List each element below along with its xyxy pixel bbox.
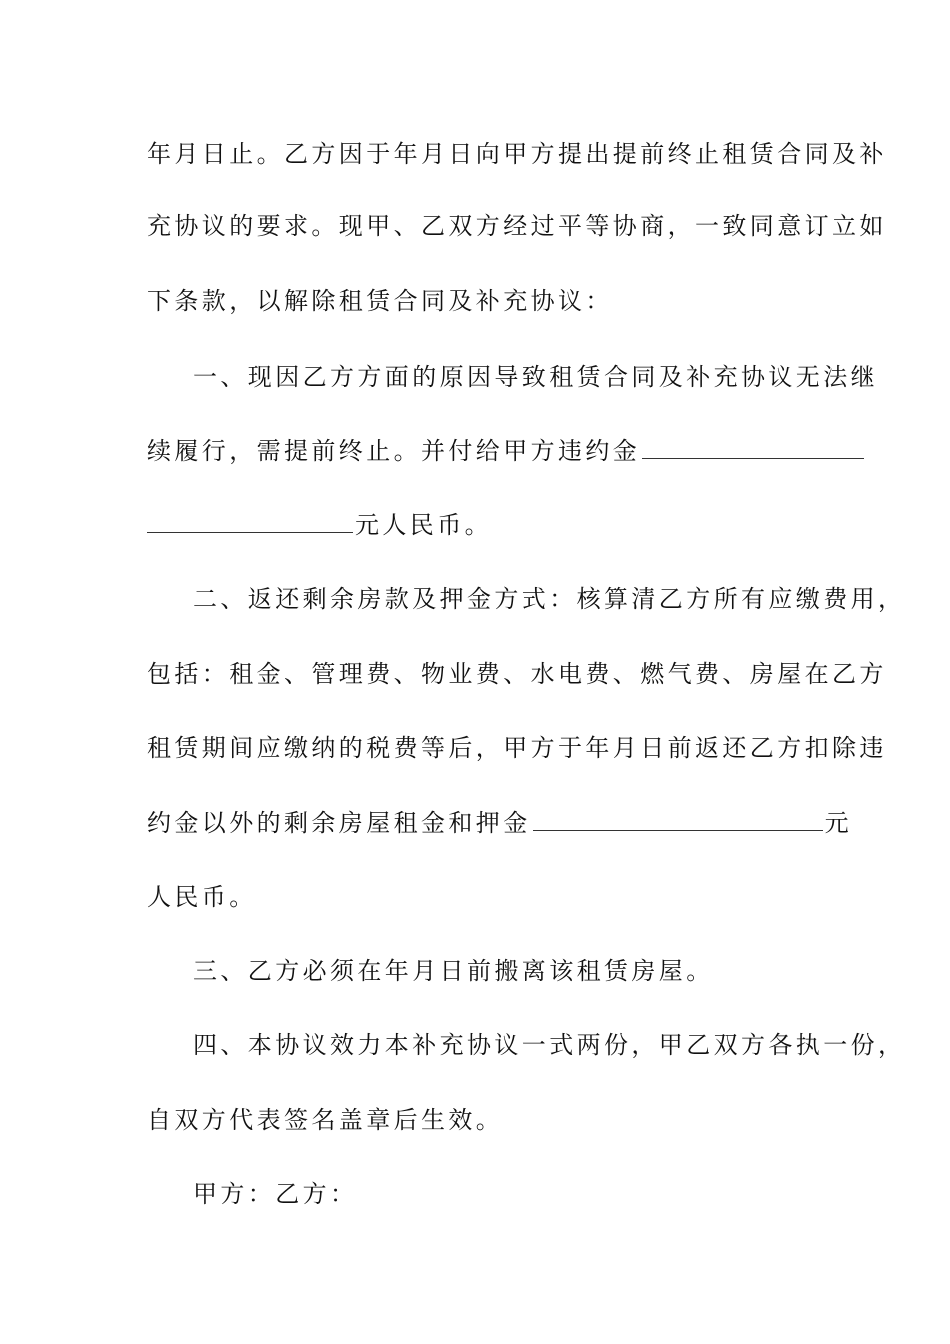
text-line — [147, 505, 827, 545]
text-line — [147, 803, 853, 843]
line-text: 包括：租金、管理费、物业费、水电费、燃气费、房屋在乙方 — [147, 660, 887, 688]
penalty-amount-blank-continued[interactable] — [147, 506, 353, 533]
line-text: 自双方代表签名盖章后生效。 — [147, 1106, 504, 1134]
text-line — [147, 431, 827, 471]
line-text: 元 — [824, 809, 853, 837]
clause-2-line — [193, 579, 906, 619]
text-line — [147, 728, 887, 768]
clause-3-line — [193, 951, 873, 991]
line-text: 二、返还剩余房款及押金方式：核算清乙方所有应缴费用， — [193, 585, 906, 613]
line-text: 元人民币。 — [355, 511, 492, 539]
refund-amount-blank[interactable] — [533, 804, 823, 831]
text-line — [147, 134, 887, 174]
clause-4-line — [193, 1025, 906, 1065]
text-line — [147, 206, 887, 246]
line-text: 一、现因乙方方面的原因导致租赁合同及补充协议无法继 — [193, 363, 878, 391]
text-line — [147, 654, 887, 694]
text-line — [147, 281, 827, 321]
signature-parties: 甲方：乙方： — [193, 1180, 358, 1208]
line-text: 充协议的要求。现甲、乙双方经过平等协商，一致同意订立如 — [147, 212, 887, 240]
line-text: 年月日止。乙方因于年月日向甲方提出提前终止租赁合同及补 — [147, 140, 887, 168]
line-text: 续履行，需提前终止。并付给甲方违约金 — [147, 437, 641, 465]
line-text: 下条款，以解除租赁合同及补充协议： — [147, 287, 613, 315]
penalty-amount-blank[interactable] — [642, 432, 864, 459]
text-line — [147, 1100, 827, 1140]
line-text: 三、乙方必须在年月日前搬离该租赁房屋。 — [193, 957, 714, 985]
text-line — [147, 877, 827, 917]
line-text: 人民币。 — [147, 883, 257, 911]
line-text: 约金以外的剩余房屋租金和押金 — [147, 809, 531, 837]
line-text: 四、本协议效力本补充协议一式两份，甲乙双方各执一份， — [193, 1031, 906, 1059]
clause-1-line — [193, 357, 878, 397]
line-text: 租赁期间应缴纳的税费等后，甲方于年月日前返还乙方扣除违 — [147, 734, 887, 762]
signature-line — [193, 1174, 873, 1214]
